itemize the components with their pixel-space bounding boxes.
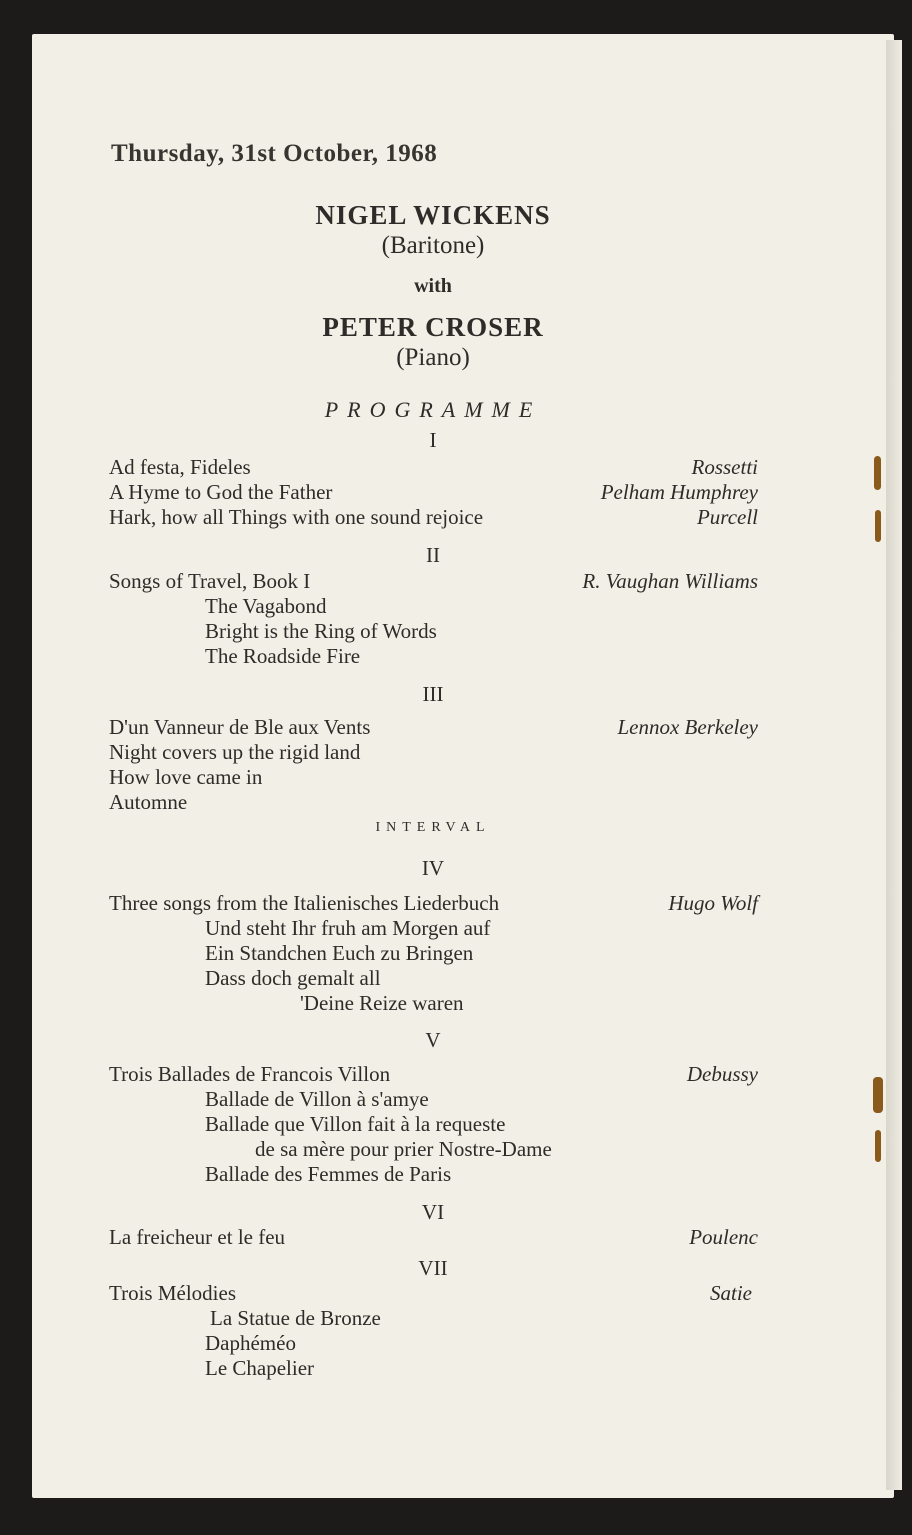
composer-name: Purcell — [696, 505, 758, 529]
performer-instrument: (Piano) — [396, 344, 470, 371]
work-title: A Hyme to God the Father — [109, 480, 333, 504]
section-numeral: II — [426, 543, 440, 567]
performer-name: NIGEL WICKENS — [315, 200, 551, 230]
work-title: Trois Mélodies — [109, 1281, 236, 1305]
composer-name: Satie — [710, 1281, 752, 1305]
work-title: Night covers up the rigid land — [109, 740, 361, 764]
work-title: La freicheur et le feu — [109, 1225, 286, 1249]
section-numeral: VII — [418, 1256, 448, 1280]
song-title: Ballade que Villon fait à la requeste — [205, 1112, 506, 1136]
composer-name: R. Vaughan Williams — [582, 569, 758, 593]
song-title: Ballade de Villon à s'amye — [205, 1087, 429, 1111]
section-numeral: V — [425, 1028, 441, 1052]
work-title: Songs of Travel, Book I — [109, 569, 311, 593]
with-connector: with — [414, 275, 452, 297]
work-title: How love came in — [109, 765, 263, 789]
composer-name: Debussy — [686, 1062, 758, 1086]
composer-name: Rossetti — [691, 455, 758, 479]
song-title: 'Deine Reize waren — [300, 991, 464, 1015]
section-numeral: VI — [421, 1200, 445, 1224]
work-title: Automne — [109, 790, 188, 814]
section-numeral: III — [422, 682, 444, 706]
composer-name: Poulenc — [689, 1225, 758, 1249]
work-title: Ad festa, Fideles — [109, 455, 251, 479]
song-title: Bright is the Ring of Words — [205, 619, 437, 643]
performer-name: PETER CROSER — [322, 312, 544, 342]
song-title: Dass doch gemalt all — [205, 966, 381, 990]
binding-mark — [873, 1077, 883, 1113]
composer-name: Hugo Wolf — [668, 891, 758, 915]
section-numeral: I — [429, 428, 437, 452]
work-title: D'un Vanneur de Ble aux Vents — [109, 715, 371, 739]
section-numeral: IV — [421, 856, 445, 880]
song-title: Ein Standchen Euch zu Bringen — [205, 941, 474, 965]
song-title: Daphéméo — [205, 1331, 296, 1355]
song-title: La Statue de Bronze — [210, 1306, 381, 1330]
song-title: Ballade des Femmes de Paris — [205, 1162, 452, 1186]
concert-date: Thursday, 31st October, 1968 — [111, 140, 438, 167]
work-title: Hark, how all Things with one sound rejoice — [109, 505, 484, 529]
work-title: Three songs from the Italienisches Liederbuch — [109, 891, 500, 915]
song-title: Le Chapelier — [205, 1356, 315, 1380]
work-title: Trois Ballades de Francois Villon — [109, 1062, 391, 1086]
performer-instrument: (Baritone) — [381, 232, 485, 259]
page-edge — [886, 40, 902, 1490]
composer-name: Lennox Berkeley — [617, 715, 758, 739]
interval-label: INTERVAL — [375, 820, 491, 835]
song-title: The Roadside Fire — [205, 644, 361, 668]
programme-title: PROGRAMME — [324, 397, 542, 422]
song-title: The Vagabond — [205, 594, 327, 618]
binding-mark — [875, 510, 881, 542]
song-title: de sa mère pour prier Nostre-Dame — [255, 1137, 552, 1161]
binding-mark — [874, 456, 881, 490]
composer-name: Pelham Humphrey — [600, 480, 758, 504]
binding-mark — [875, 1130, 881, 1162]
song-title: Und steht Ihr fruh am Morgen auf — [205, 916, 491, 940]
